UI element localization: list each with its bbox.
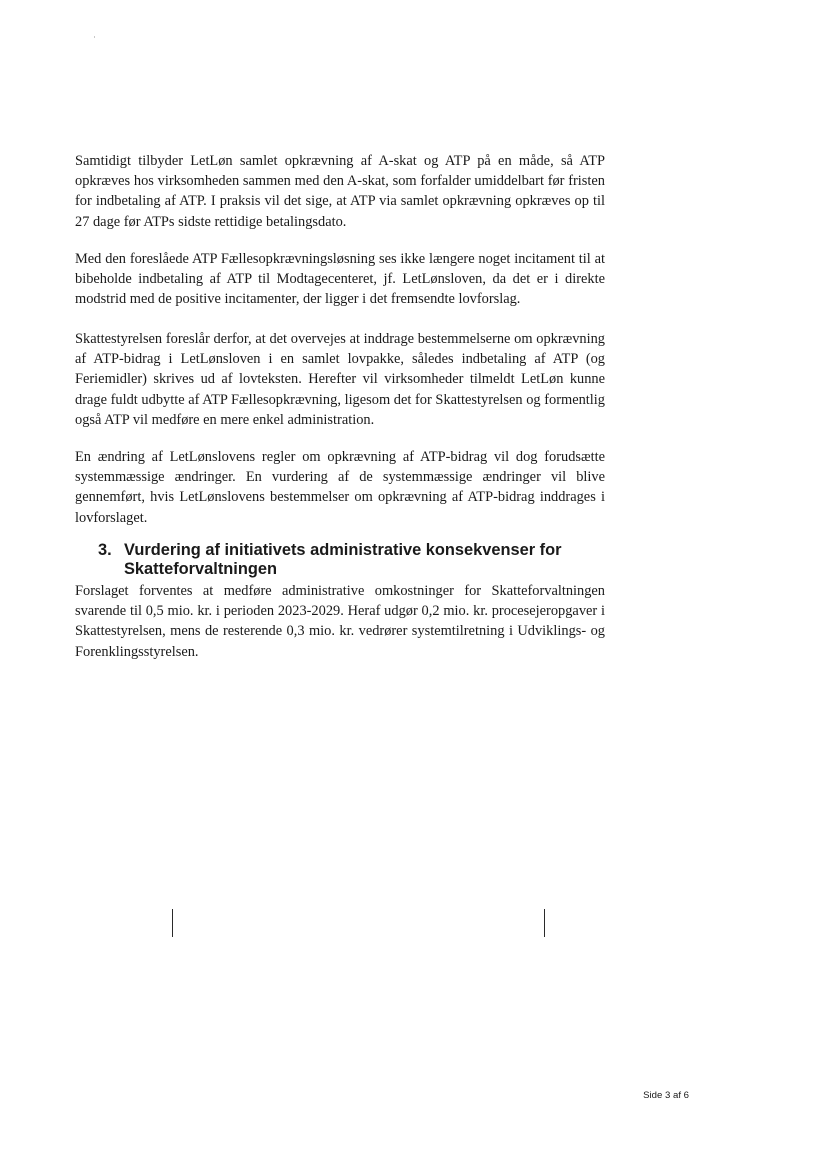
right-margin-mark (544, 909, 545, 937)
section-title: Vurdering af initiativets administrative konsekvenser for Skatteforvaltningen (124, 541, 562, 578)
page-number: Side 3 af 6 (643, 1090, 689, 1101)
paragraph-samlet-opkraevning: Samtidigt tilbyder LetLøn samlet opkrævning af A-skat og ATP på en måde, så ATP opkræves hos virksomheden sammen med den A-skat, som forfalder umiddelbart før fristen for indbetaling af ATP. I praksis vil det sige, at ATP via samlet opkrævning opkræves op til 27 dage før ATPs sidste rettidige betalingsdato. (75, 153, 605, 230)
paragraph-faellesopkraevning: Med den foreslåede ATP Fællesopkrævningsløsning ses ikke længere noget incitament til at bibeholde indbetaling af ATP til Modtagecenteret, jf. LetLønsloven, da det er i direkte modstrid med de positive incitamenter, der ligger i det fremsendte lovforslag. (75, 251, 605, 308)
left-margin-mark (172, 909, 173, 937)
scan-speck (94, 36, 95, 38)
section-number: 3. (98, 541, 112, 559)
paragraph-administrative-omkostninger: Forslaget forventes at medføre administrative omkostninger for Skatteforvaltningen svarende til 0,5 mio. kr. i perioden 2023-2029. Heraf udgør 0,2 mio. kr. procesejeropgaver i Skattestyrelsen, mens de resterende 0,3 mio. kr. vedrører systemtilretning i Udviklings- og Forenklingsstyrelsen. (75, 583, 605, 660)
paragraph-skattestyrelsen-forslag: Skattestyrelsen foreslår derfor, at det overvejes at inddrage bestemmelserne om opkrævning af ATP-bidrag i LetLønsloven i en samlet lovpakke, således indbetaling af ATP (og Feriemidler) skrives ud af lovteksten. Herefter vil virksomheder tilmeldt LetLøn kunne drage fuldt udbytte af ATP Fællesopkrævning, ligesom det for Skattestyrelsen og formentlig også ATP vil medføre en mere enkel administration. (75, 331, 605, 428)
section-heading (98, 541, 618, 578)
paragraph-systemaendringer: En ændring af LetLønslovens regler om opkrævning af ATP-bidrag vil dog forudsætte systemmæssige ændringer. En vurdering af de systemmæssige ændringer vil blive gennemført, hvis LetLønslovens bestemmelser om opkrævning af ATP-bidrag inddrages i lovforslaget. (75, 449, 605, 526)
